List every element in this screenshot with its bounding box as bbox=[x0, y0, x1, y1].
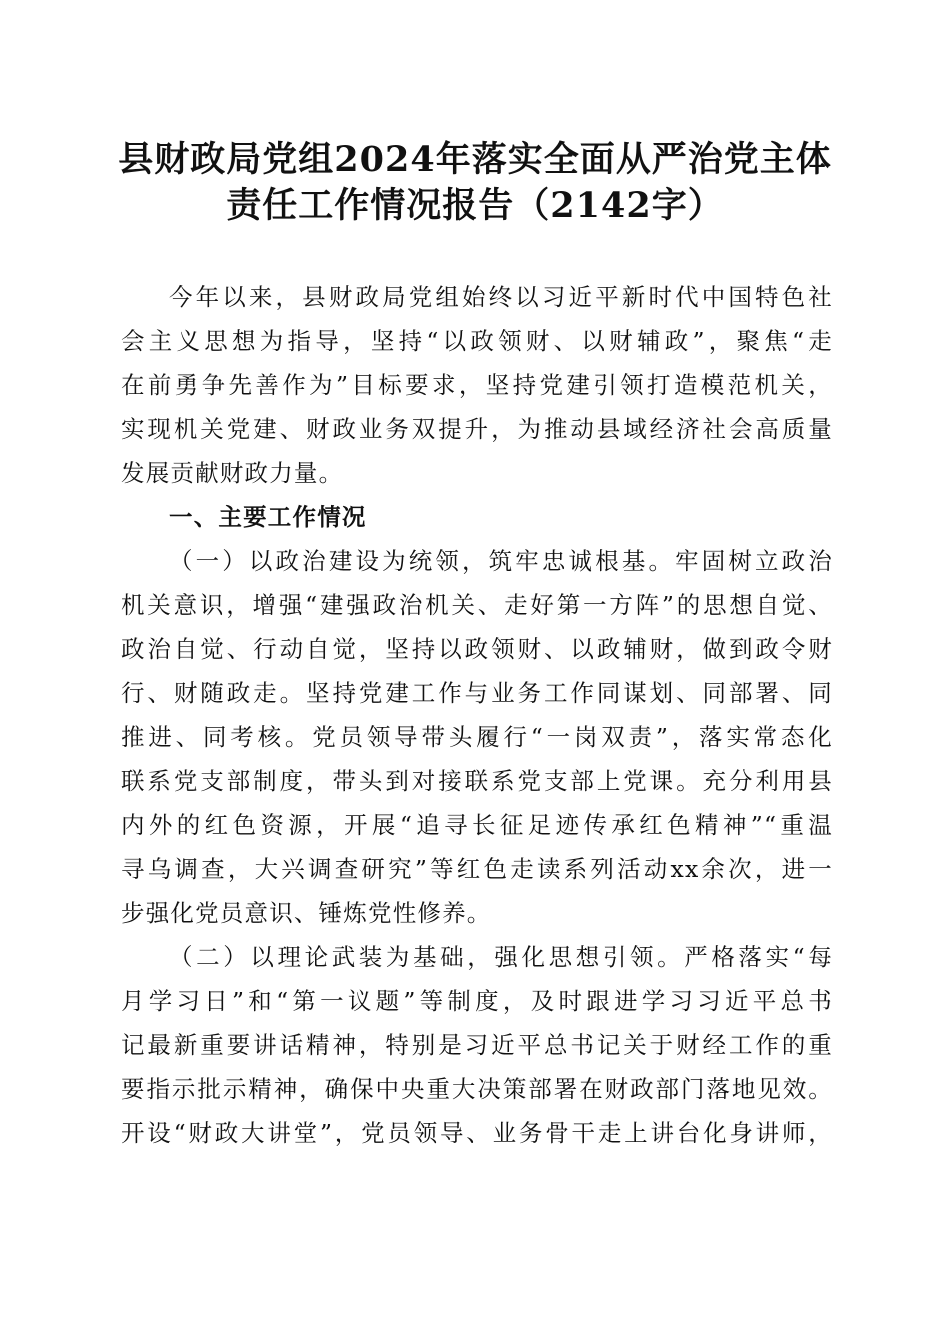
intro-line: 在前勇争先善作为”目标要求，坚持党建引领打造模范机关， bbox=[121, 371, 833, 399]
sub-1-line: 行、财随政走。坚持党建工作与业务工作同谋划、同部署、同 bbox=[121, 679, 833, 707]
sub-1-line: 政治自觉、行动自觉，坚持以政领财、以政辅财，做到政令财 bbox=[121, 635, 833, 663]
document-title-line-2: 责任工作情况报告（2142字） bbox=[226, 185, 724, 226]
sub-1-line: （一）以政治建设为统领，筑牢忠诚根基。牢固树立政治 bbox=[169, 547, 833, 575]
intro-line: 会主义思想为指导，坚持“以政领财、以财辅政”，聚焦“走 bbox=[121, 327, 833, 355]
sub-2-line: 要指示批示精神，确保中央重大决策部署在财政部门落地见效。 bbox=[121, 1075, 833, 1103]
sub-1-line: 内外的红色资源，开展“追寻长征足迹传承红色精神”“重温 bbox=[121, 811, 833, 839]
section-heading: 一、主要工作情况 bbox=[169, 503, 367, 531]
sub-1-line: 推进、同考核。党员领导带头履行“一岗双责”，落实常态化 bbox=[121, 723, 833, 751]
sub-2-line: 开设“财政大讲堂”，党员领导、业务骨干走上讲台化身讲师， bbox=[121, 1119, 833, 1147]
sub-1-line: 联系党支部制度，带头到对接联系党支部上党课。充分利用县 bbox=[121, 767, 833, 795]
intro-line: 今年以来，县财政局党组始终以习近平新时代中国特色社 bbox=[169, 283, 833, 311]
sub-2-line: （二）以理论武装为基础，强化思想引领。严格落实“每 bbox=[169, 943, 833, 971]
intro-line: 实现机关党建、财政业务双提升，为推动县域经济社会高质量 bbox=[121, 415, 833, 443]
sub-1-line: 机关意识，增强“建强政治机关、走好第一方阵”的思想自觉、 bbox=[121, 591, 833, 619]
sub-2-line: 月学习日”和“第一议题”等制度，及时跟进学习习近平总书 bbox=[121, 987, 833, 1015]
document-title-line-1: 县财政局党组2024年落实全面从严治党主体 bbox=[118, 139, 832, 180]
sub-1-line: 步强化党员意识、锤炼党性修养。 bbox=[121, 899, 492, 927]
sub-1-line: 寻乌调查，大兴调查研究”等红色走读系列活动xx余次，进一 bbox=[121, 855, 833, 883]
intro-line: 发展贡献财政力量。 bbox=[121, 459, 344, 487]
document-body bbox=[121, 275, 833, 1155]
sub-2-line: 记最新重要讲话精神，特别是习近平总书记关于财经工作的重 bbox=[121, 1031, 833, 1059]
